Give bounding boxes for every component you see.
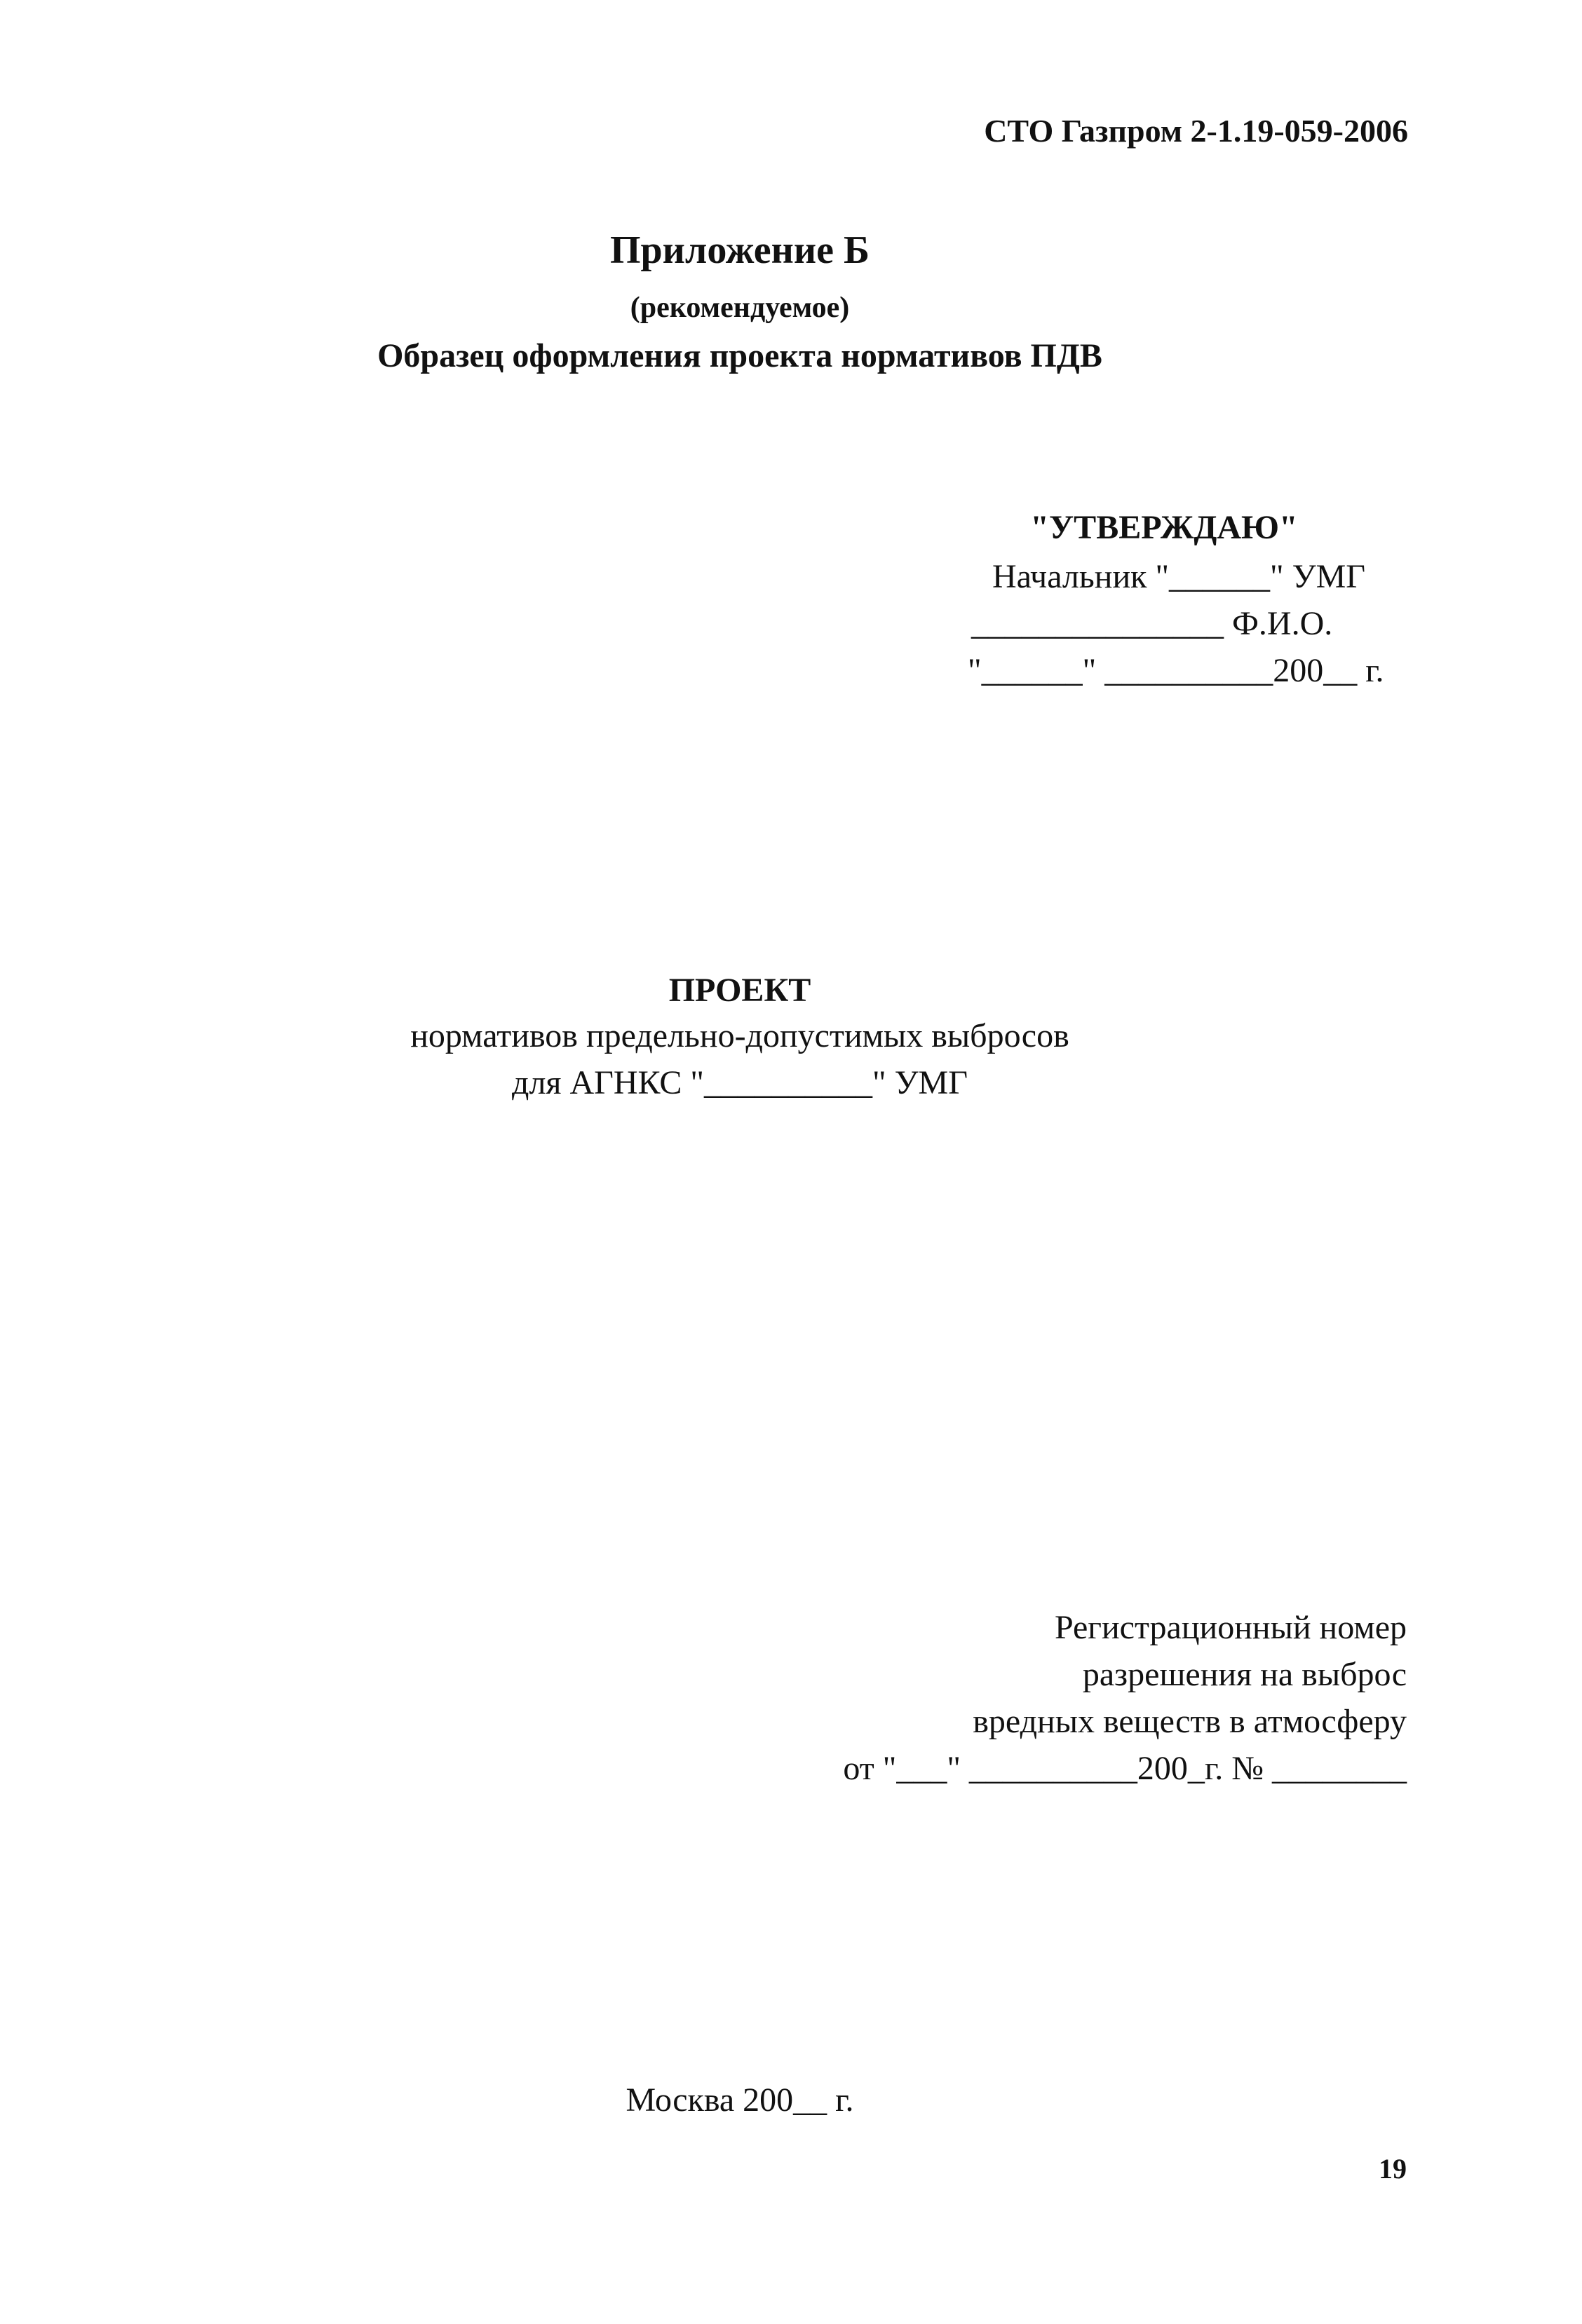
approval-heading: "УТВЕРЖДАЮ" [1030, 509, 1298, 546]
registration-block [843, 1604, 1407, 1792]
registration-date-line: от "___" __________200_г. № ________ [843, 1750, 1407, 1787]
appendix-status: (рекомендуемое) [630, 292, 850, 324]
registration-line: разрешения на выброс [1082, 1656, 1407, 1693]
approval-date-line: "______" __________200__ г. [968, 652, 1384, 689]
project-station-line: для АГНКС "__________" УМГ [512, 1064, 968, 1101]
city-year: Москва 200__ г. [626, 2081, 854, 2119]
appendix-title: Приложение Б [609, 229, 870, 272]
registration-line: вредных веществ в атмосферу [973, 1703, 1407, 1740]
project-title: ПРОЕКТ [668, 972, 811, 1009]
registration-line: Регистрационный номер [1054, 1609, 1407, 1646]
appendix-description: Образец оформления проекта нормативов ПДВ [377, 337, 1102, 374]
document-code: СТО Газпром 2-1.19-059-2006 [984, 113, 1408, 149]
page-number: 19 [1379, 2153, 1407, 2184]
approval-chief-line: Начальник "______" УМГ [992, 558, 1366, 595]
project-subtitle: нормативов предельно-допустимых выбросов [410, 1017, 1069, 1054]
approval-signature-line: _______________ Ф.И.О. [971, 605, 1333, 642]
